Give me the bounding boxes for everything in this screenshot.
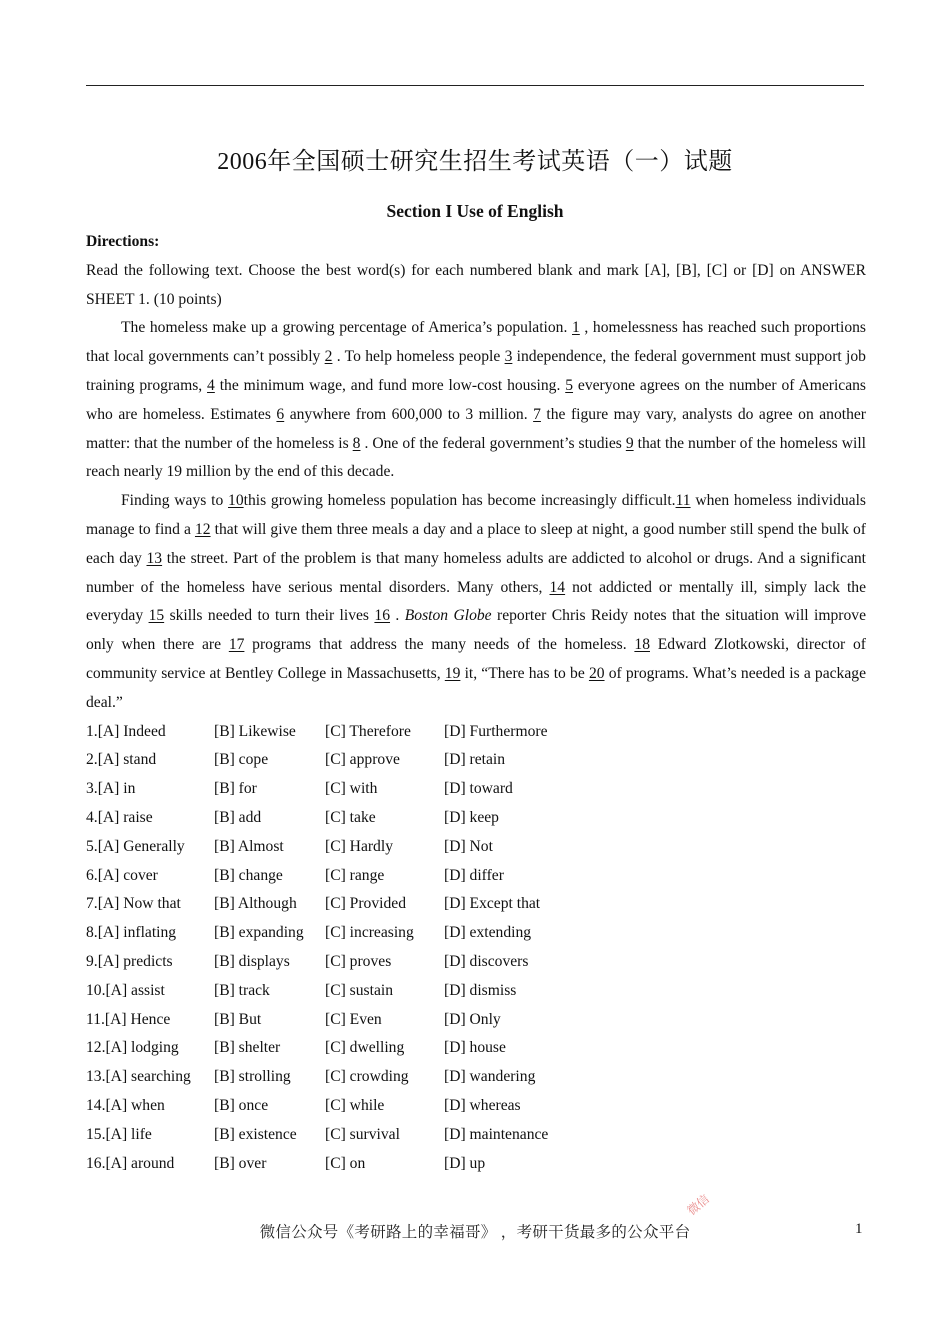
option-row [86,718,866,747]
option-c: [C] range [325,866,385,884]
option-d: [D] Furthermore [444,722,548,740]
option-b: [B] expanding [214,924,304,942]
passage-paragraph-2 [86,487,866,717]
passage-text: that the number of the homeless will reach nearly 19 million by the end of this decade. [86,434,866,481]
option-a: 7.[A] Now that [86,895,181,913]
passage-text: the minimum wage, and fund more low-cost housing. [214,376,566,394]
blank-number: 19 [444,664,461,682]
option-row [86,862,866,891]
option-a: 11.[A] Hence [86,1010,171,1028]
option-a: 13.[A] searching [86,1068,191,1086]
option-c: [C] Hardly [325,837,393,855]
option-a: 12.[A] lodging [86,1039,179,1057]
page-title: 2006年全国硕士研究生招生考试英语（一）试题 [217,149,733,175]
watermark-stamp: 微信 [684,1191,713,1218]
passage-text: reporter Chris Reidy notes that the situation will improve only when there are [86,607,866,654]
blank-number: 7 [533,405,541,423]
option-d: [D] Only [444,1010,501,1028]
option-a: 8.[A] inflating [86,924,177,942]
passage-text: Edward Zlotkowski, director of community service at Bentley College in Massachusetts, [86,636,866,682]
option-b: [B] once [214,1096,269,1114]
options-list [86,718,866,1179]
option-d: [D] toward [444,780,513,798]
option-b: [B] shelter [214,1039,281,1057]
blank-number: 1 [572,319,580,337]
passage-text: when homeless individuals manage to find a [86,492,866,538]
option-row [86,1063,866,1092]
option-row [86,775,866,804]
option-a: 9.[A] predicts [86,952,173,970]
section-heading: Section I Use of English [386,201,564,221]
option-d: [D] maintenance [444,1125,549,1143]
blank-number: 11 [675,492,691,510]
option-d: [D] extending [444,924,532,942]
header-rule [86,85,864,86]
option-b: [B] for [214,780,257,798]
option-b: [B] Likewise [214,722,296,740]
option-b: [B] over [214,1154,267,1172]
passage-text: . [390,607,405,625]
option-row [86,919,866,948]
passage-text: it, “There has to be [460,664,589,682]
option-row [86,1121,866,1150]
blank-number: 2 [324,348,333,366]
option-a: 1.[A] Indeed [86,722,166,740]
passage-text: programs that address the many needs of the homeless. [244,636,635,654]
footer-text: 微信公众号《考研路上的幸福哥》 ，考研干货最多的公众平台 [259,1224,691,1241]
passage-text: anywhere from 600,000 to 3 million. [284,405,534,423]
option-d: [D] Not [444,837,493,855]
option-d: [D] discovers [444,952,529,970]
blank-number: 15 [148,607,165,625]
page-number: 1 [855,1221,863,1237]
option-d: [D] house [444,1039,506,1057]
option-a: 2.[A] stand [86,751,157,769]
option-c: [C] dwelling [325,1039,405,1057]
blank-number: 20 [588,664,605,682]
option-c: [C] survival [325,1125,400,1143]
option-c: [C] Even [325,1010,382,1028]
option-c: [C] on [325,1154,366,1172]
option-b: [B] add [214,808,262,826]
blank-number: 9 [625,434,634,452]
passage-text: The homeless make up a growing percentage of America’s population. [121,319,572,337]
blank-number: 13 [146,549,163,567]
option-c: [C] take [325,808,376,826]
option-row [86,833,866,862]
option-d: [D] up [444,1154,486,1172]
passage-text: this growing homeless population has become increasingly difficult. [243,492,676,510]
passage-text: that will give them three meals a day and a place to sleep at night, a good number still spend the bulk of each day [86,520,866,567]
passage-paragraph-1 [86,314,866,487]
blank-number: 3 [504,348,513,366]
option-d: [D] dismiss [444,981,517,999]
passage-text: independence, the federal government must support job training programs, [86,348,866,394]
option-row [86,1092,866,1121]
option-c: [C] sustain [325,981,394,999]
option-c: [C] approve [325,751,400,769]
blank-number: 18 [634,636,650,654]
option-b: [B] strolling [214,1068,291,1086]
blank-number: 16 [374,607,391,625]
passage-text: the street. Part of the problem is that many homeless adults are addicted to alcohol or drugs. And a significant number of the homeless have serious mental disorders. Many others, [86,549,867,596]
option-a: 5.[A] Generally [86,837,185,855]
option-row [86,890,866,919]
option-d: [D] wandering [444,1068,536,1086]
blank-number: 4 [207,376,215,394]
option-d: [D] whereas [444,1096,521,1114]
option-row [86,1006,866,1035]
passage-text: of programs. What’s needed is a package deal.” [86,664,866,711]
option-row [86,1150,866,1179]
option-d: [D] keep [444,808,499,826]
option-c: [C] crowding [325,1068,409,1086]
option-c: [C] with [325,780,378,798]
option-row [86,804,866,833]
option-a: 6.[A] cover [86,866,158,884]
option-c: [C] while [325,1096,385,1114]
option-row [86,977,866,1006]
option-c: [C] Provided [325,895,406,913]
option-a: 4.[A] raise [86,808,153,826]
passage-text: not addicted or mentally ill, simply lack the everyday [86,578,866,625]
blank-number: 12 [194,520,211,538]
option-b: [B] change [214,866,283,884]
option-a: 10.[A] assist [86,981,165,999]
option-c: [C] proves [325,952,392,970]
option-d: [D] differ [444,866,504,884]
passage-text: , homelessness has reached such proportions that local governments can’t possibly [86,319,867,366]
option-b: [B] But [214,1010,262,1028]
option-b: [B] Almost [214,837,284,855]
option-c: [C] increasing [325,924,414,942]
passage-text: the figure may vary, analysts do agree on another matter: that the number of the homeless is [86,405,866,452]
option-d: [D] Except that [444,895,541,913]
option-a: 16.[A] around [86,1154,175,1172]
blank-number: 5 [565,376,574,394]
option-b: [B] Although [214,895,297,913]
passage-text: . One of the federal government’s studies [360,434,626,452]
blank-number: 10 [228,492,244,510]
option-b: [B] displays [214,952,290,970]
blank-number: 17 [228,636,245,654]
option-b: [B] existence [214,1125,297,1143]
directions-label: Directions: [86,233,160,250]
option-a: 14.[A] when [86,1096,165,1114]
passage-text: Finding ways to [121,492,229,510]
option-d: [D] retain [444,751,506,769]
option-row [86,746,866,775]
option-c: [C] Therefore [325,722,411,740]
blank-number: 8 [352,434,361,452]
option-row [86,948,866,977]
option-row [86,1034,866,1063]
option-b: [B] cope [214,751,269,769]
option-a: 3.[A] in [86,780,136,798]
passage-text: skills needed to turn their lives [164,607,375,625]
passage-text: everyone agrees on the number of Americans who are homeless. Estimates [86,376,866,423]
content [86,228,866,1178]
option-a: 15.[A] life [86,1125,152,1143]
passage-text: . To help homeless people [332,348,505,366]
blank-number: 6 [276,405,285,423]
publication-name: Boston Globe [404,607,492,625]
directions-text: Read the following text. Choose the best word(s) for each numbered blank and mark [A], [B], [C] or [D] on ANSWER SHEET 1. (10 points) [86,261,866,308]
option-b: [B] track [214,981,270,999]
blank-number: 14 [549,578,566,596]
